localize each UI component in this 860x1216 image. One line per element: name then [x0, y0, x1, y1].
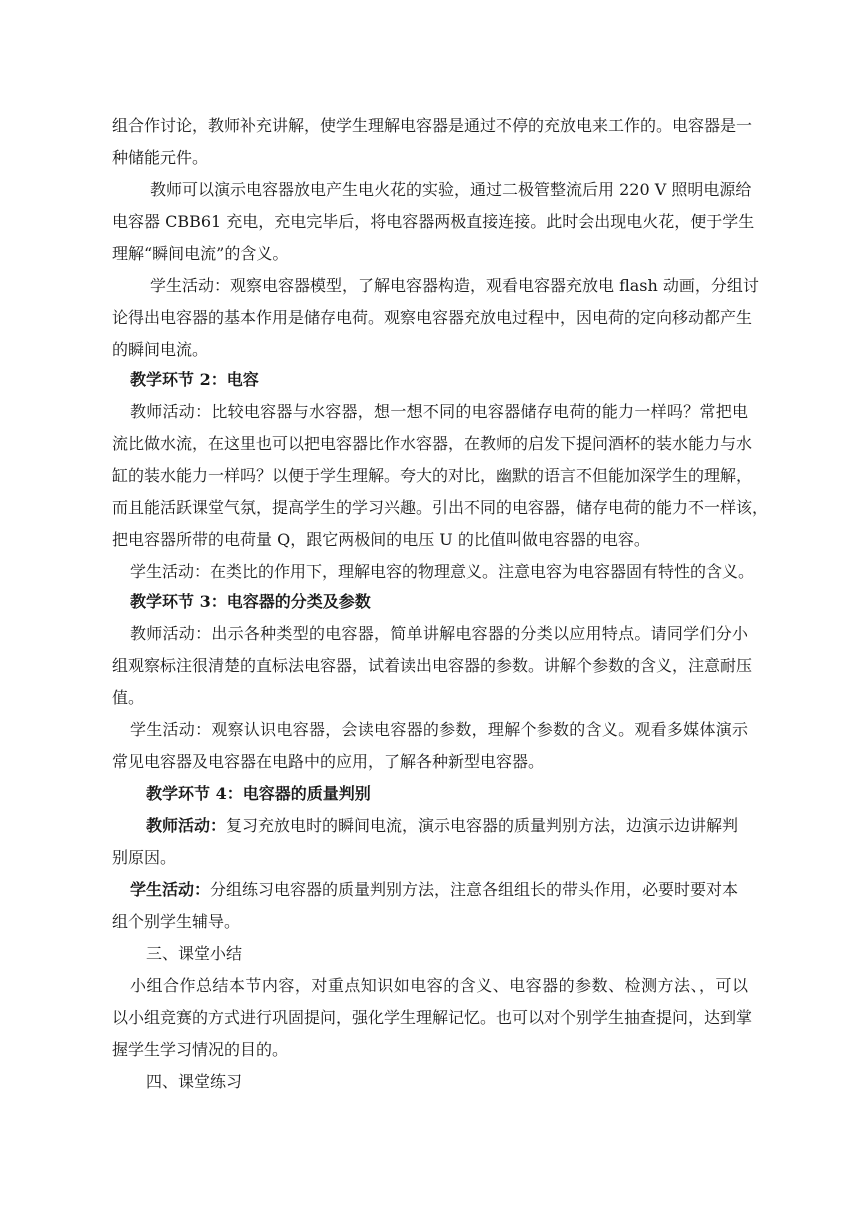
section-title: 四、课堂练习	[146, 1072, 243, 1091]
paragraph-line: 缸的装水能力一样吗？以便于学生理解。夸大的对比，幽默的语言不但能加深学生的理解，	[112, 466, 753, 485]
paragraph-line: 理解“瞬间电流”的含义。	[112, 244, 289, 263]
paragraph-line: 教师活动：出示各种类型的电容器，简单讲解电容器的分类以应用特点。请同学们分小	[130, 624, 748, 643]
paragraph-line: 论得出电容器的基本作用是储存电荷。观察电容器充放电过程中，因电荷的定向移动都产生	[112, 308, 753, 327]
paragraph-line: 握学生学习情况的目的。	[112, 1040, 289, 1059]
bold-lead: 学生活动：	[130, 880, 211, 899]
section-heading: 教学环节 4：电容器的质量判别	[146, 784, 371, 803]
paragraph-line: 教师可以演示电容器放电产生电火花的实验，通过二极管整流后用 220 V 照明电源给	[150, 180, 752, 199]
paragraph-line: 教师活动：比较电容器与水容器，想一想不同的电容器储存电荷的能力一样吗？常把电	[130, 402, 748, 421]
paragraph-line: 电容器 CBB61 充电，充电完毕后，将电容器两极直接连接。此时会出现电火花，便于学生	[112, 212, 755, 231]
paragraph-line: 值。	[112, 688, 145, 707]
paragraph-line	[130, 880, 748, 900]
section-title: 三、课堂小结	[146, 944, 243, 963]
paragraph-line: 学生活动：观察电容器模型，了解电容器构造，观看电容器充放电 flash 动画，分组讨	[150, 276, 759, 295]
paragraph-line: 的瞬间电流。	[112, 340, 209, 359]
paragraph-line: 组合作讨论，教师补充讲解，使学生理解电容器是通过不停的充放电来工作的。电容器是一	[112, 116, 753, 135]
paragraph-line: 常见电容器及电容器在电路中的应用，了解各种新型电容器。	[112, 752, 545, 771]
paragraph-line: 别原因。	[112, 848, 177, 867]
paragraph-line: 组观察标注很清楚的直标法电容器，试着读出电容器的参数。讲解个参数的含义，注意耐压	[112, 656, 753, 675]
section-heading: 教学环节 3：电容器的分类及参数	[130, 592, 371, 611]
paragraph-line: 学生活动：观察认识电容器，会读电容器的参数，理解个参数的含义。观看多媒体演示	[130, 720, 748, 739]
paragraph-text: 复习充放电时的瞬间电流，演示电容器的质量判别方法，边演示边讲解判	[226, 816, 739, 835]
paragraph-line: 种储能元件。	[112, 148, 209, 167]
paragraph-line	[146, 816, 748, 836]
paragraph-line: 组个别学生辅导。	[112, 912, 241, 931]
paragraph-text: 分组练习电容器的质量判别方法，注意各组组长的带头作用，必要时要对本	[210, 880, 739, 899]
paragraph-line: 流比做水流，在这里也可以把电容器比作水容器，在教师的启发下提问酒杯的装水能力与水	[112, 434, 753, 453]
paragraph-line: 把电容器所带的电荷量 Q，跟它两极间的电压 U 的比值叫做电容器的电容。	[112, 530, 650, 549]
paragraph-line: 而且能活跃课堂气氛，提高学生的学习兴趣。引出不同的电容器，储存电荷的能力不一样该，	[112, 498, 769, 517]
paragraph-line: 小组合作总结本节内容，对重点知识如电容的含义、电容器的参数、检测方法、，可以	[130, 976, 748, 995]
section-heading: 教学环节 2：电容	[130, 370, 259, 389]
bold-lead: 教师活动：	[146, 816, 227, 835]
paragraph-line: 以小组竞赛的方式进行巩固提问，强化学生理解记忆。也可以对个别学生抽查提问，达到掌	[112, 1008, 753, 1027]
paragraph-line: 学生活动：在类比的作用下，理解电容的物理意义。注意电容为电容器固有特性的含义。	[130, 562, 755, 581]
